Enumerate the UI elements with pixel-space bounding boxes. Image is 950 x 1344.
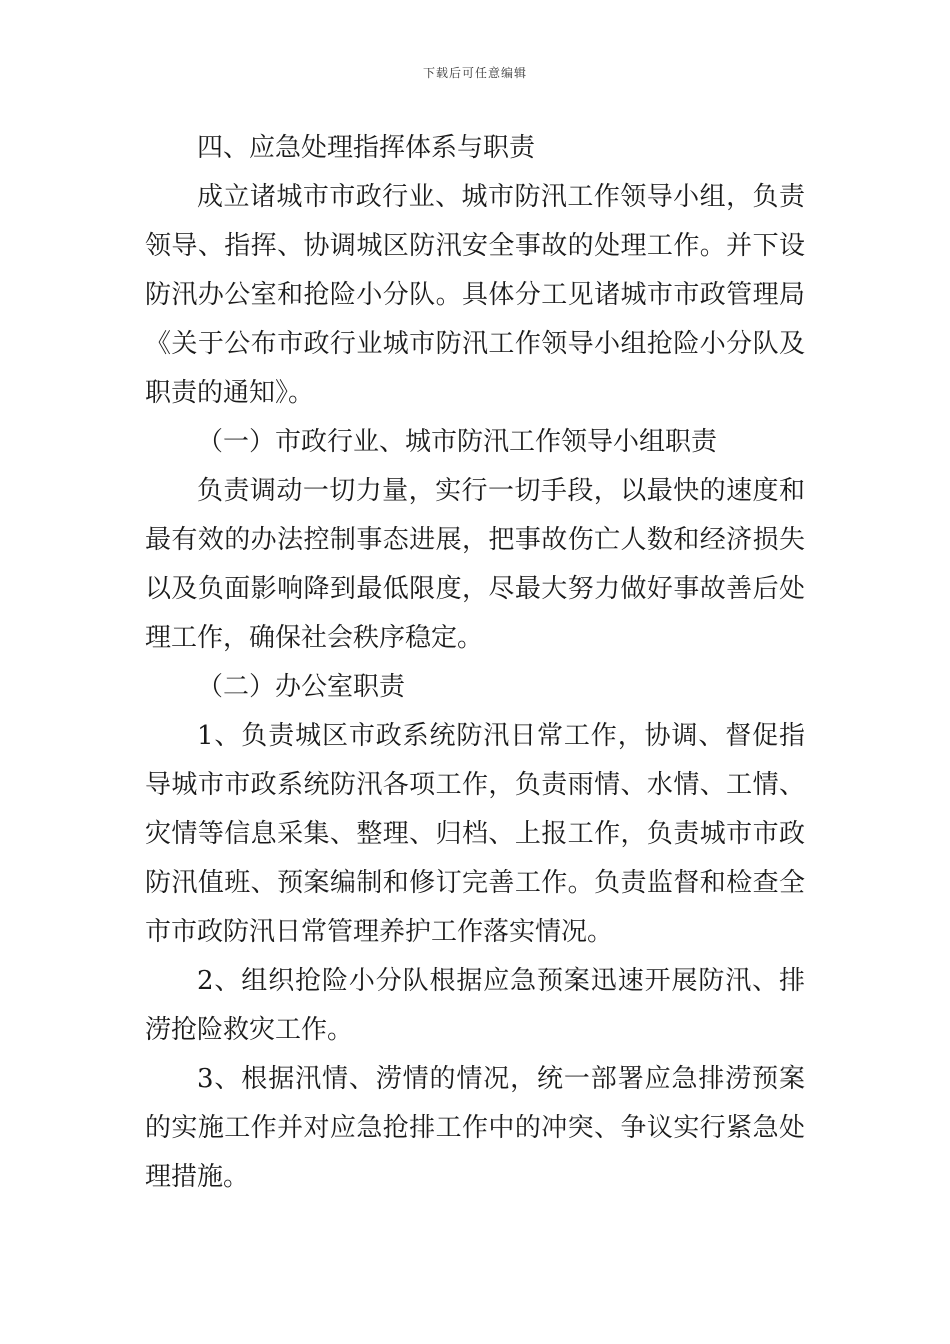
- document-body: [145, 124, 805, 1202]
- subsection-heading: （二）办公室职责: [197, 672, 406, 702]
- page-header-note: 下载后可任意编辑: [422, 66, 527, 80]
- body-paragraph: 负责调动一切力量，实行一切手段，以最快的速度和最有效的办法控制事态进展，把事故伤亡人数和经济损失以及负面影响降到最低限度，尽最大努力做好事故善后处理工作，确保社会秩序稳定。: [145, 476, 805, 653]
- body-paragraph: 成立诸城市市政行业、城市防汛工作领导小组，负责领导、指挥、协调城区防汛安全事故的处理工作。并下设防汛办公室和抢险小分队。具体分工见诸城市市政管理局《关于公布市政行业城市防汛工作领导小组抢险小分队及职责的通知》。: [145, 182, 805, 408]
- subsection-heading: （一）市政行业、城市防汛工作领导小组职责: [197, 427, 718, 457]
- section-heading: 四、应急处理指挥体系与职责: [197, 133, 536, 163]
- body-paragraph: 2、组织抢险小分队根据应急预案迅速开展防汛、排涝抢险救灾工作。: [145, 966, 805, 1045]
- body-paragraph: 1、负责城区市政系统防汛日常工作，协调、督促指导城市市政系统防汛各项工作，负责雨情、水情、工情、灾情等信息采集、整理、归档、上报工作，负责城市市政防汛值班、预案编制和修订完善工作。负责监督和检查全市市政防汛日常管理养护工作落实情况。: [145, 721, 805, 947]
- body-paragraph: 3、根据汛情、涝情的情况，统一部署应急排涝预案的实施工作并对应急抢排工作中的冲突、争议实行紧急处理措施。: [145, 1064, 805, 1192]
